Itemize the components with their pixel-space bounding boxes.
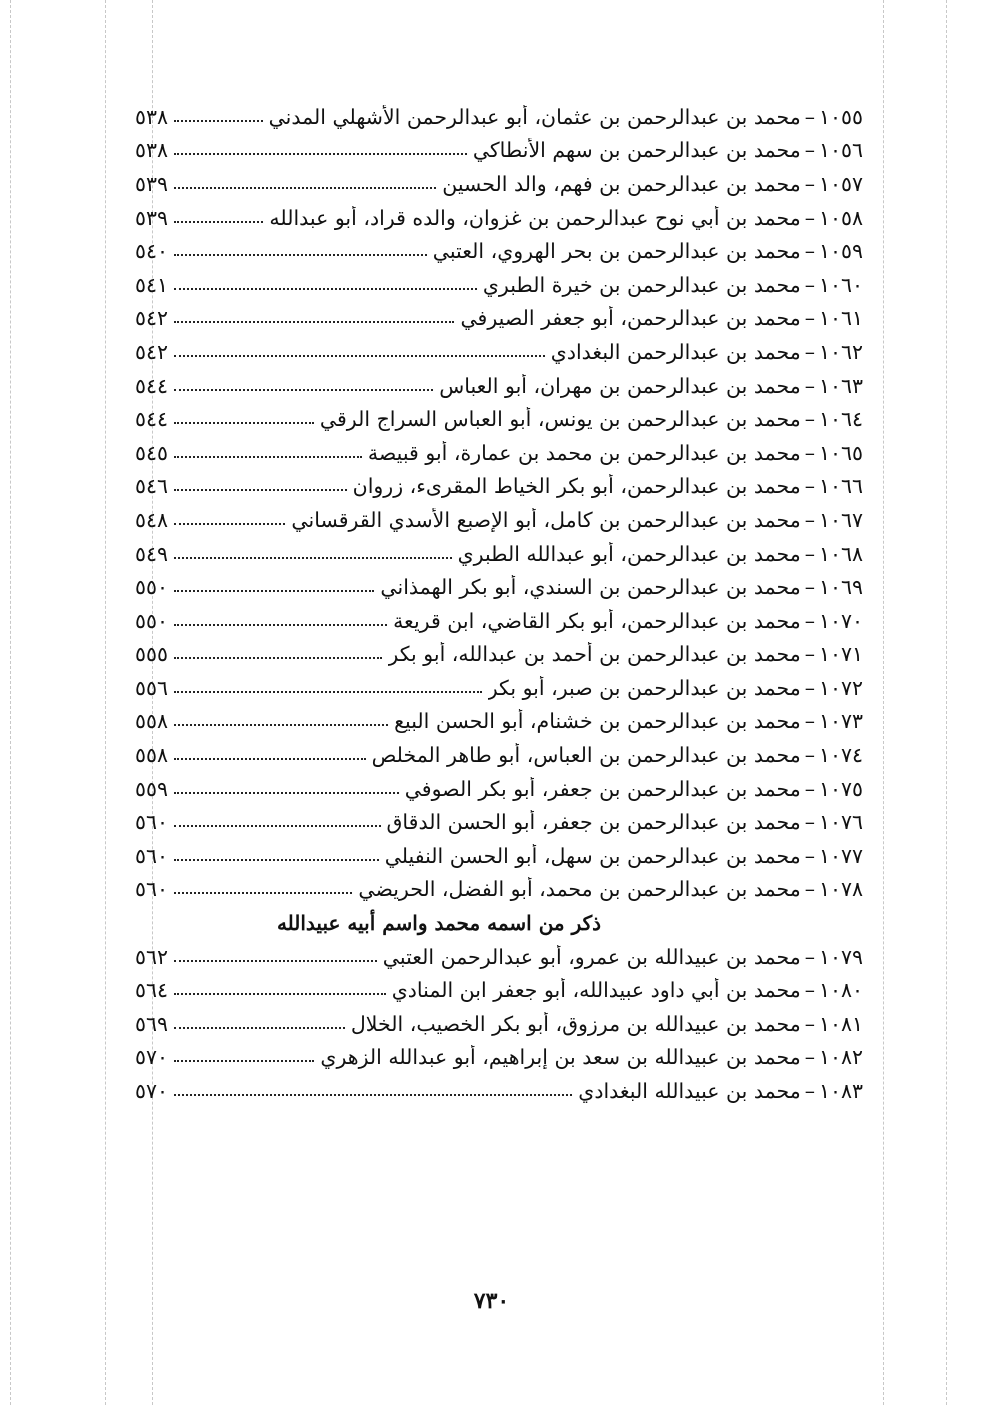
dot-leader	[174, 254, 427, 256]
entry-dash: –	[804, 608, 815, 633]
entry-number: ١٠٧٠	[818, 608, 863, 633]
entry-page-number: ٥٤٥	[135, 440, 169, 465]
entry-name: محمد بن عبدالرحمن بن سهم الأنطاكي	[472, 138, 801, 163]
entry-name: محمد بن عبيدالله بن سعد بن إبراهيم، أبو عبدالله الزهري	[320, 1045, 801, 1070]
entry-page-number: ٥٦٠	[135, 843, 169, 868]
entry-page-number: ٥٧٠	[135, 1045, 169, 1070]
entry-dash: –	[804, 675, 815, 700]
entry-name: محمد بن عبدالرحمن بن جعفر، أبو الحسن الدقاق	[386, 810, 801, 835]
entry-page-number: ٥٣٩	[135, 171, 169, 196]
entry-page-number: ٥٣٨	[135, 104, 169, 129]
dot-leader	[174, 153, 467, 155]
entry-name: محمد بن عبدالرحمن بن أحمد بن عبدالله، أبو بكر	[388, 642, 801, 667]
entry-page-number: ٥٧٠	[135, 1079, 169, 1104]
dot-leader	[174, 724, 388, 726]
entry-dash: –	[804, 507, 815, 532]
entry-page-number: ٥٤٢	[135, 306, 169, 331]
entry-list	[135, 940, 863, 1108]
entry-dash: –	[804, 1045, 815, 1070]
entry-dash: –	[804, 171, 815, 196]
index-entry	[135, 167, 863, 201]
index-entry	[135, 973, 863, 1007]
dot-leader	[174, 1060, 314, 1062]
entry-page-number: ٥٥٥	[135, 642, 169, 667]
index-entry	[135, 100, 863, 134]
entry-name: محمد بن عبدالرحمن بن العباس، أبو طاهر المخلص	[371, 743, 801, 768]
index-entry	[135, 705, 863, 739]
index-entry	[135, 738, 863, 772]
entry-dash: –	[804, 541, 815, 566]
entry-number: ١٠٧١	[818, 642, 863, 667]
index-entry	[135, 1041, 863, 1075]
index-entry	[135, 335, 863, 369]
index-entry	[135, 570, 863, 604]
index-entry	[135, 638, 863, 672]
entry-name: محمد بن عبدالرحمن بن عثمان، أبو عبدالرحمن الأشهلي المدني	[268, 104, 801, 129]
entry-page-number: ٥٥٠	[135, 575, 169, 600]
entry-number: ١٠٦٩	[818, 575, 863, 600]
entry-number: ١٠٦٦	[818, 474, 863, 499]
dot-leader	[174, 624, 387, 626]
scan-edge-line	[10, 0, 11, 1405]
index-entry	[135, 873, 863, 907]
entry-name: محمد بن عبدالرحمن بن جعفر، أبو بكر الصوفي	[404, 776, 801, 801]
entry-page-number: ٥٤٤	[135, 373, 169, 398]
entry-dash: –	[804, 138, 815, 163]
entry-dash: –	[804, 306, 815, 331]
index-page	[135, 100, 863, 1108]
entry-name: محمد بن عبدالرحمن بن صبر، أبو بكر	[487, 675, 801, 700]
entry-number: ١٠٦٣	[818, 373, 863, 398]
entry-page-number: ٥٦٤	[135, 978, 169, 1003]
scan-edge-line	[105, 0, 106, 1405]
dot-leader	[174, 657, 382, 659]
dot-leader	[174, 557, 452, 559]
entry-page-number: ٥٣٨	[135, 138, 169, 163]
entry-page-number: ٥٤٨	[135, 507, 169, 532]
index-entry	[135, 268, 863, 302]
entry-name: محمد بن عبدالرحمن، أبو بكر القاضي، ابن قريعة	[393, 608, 801, 633]
entry-name: محمد بن عبدالرحمن بن سهل، أبو الحسن النفيلي	[384, 843, 801, 868]
entry-number: ١٠٥٦	[818, 138, 863, 163]
entry-name: محمد بن عبدالرحمن بن السندي، أبو بكر الهمذاني	[380, 575, 801, 600]
dot-leader	[174, 523, 285, 525]
entry-name: محمد بن عبدالرحمن بن محمد بن عمارة، أبو قبيصة	[367, 440, 801, 465]
entry-name: محمد بن أبي داود عبيدالله، أبو جعفر ابن المنادي	[391, 978, 801, 1003]
entry-number: ١٠٦١	[818, 306, 863, 331]
dot-leader	[174, 187, 436, 189]
entry-name: محمد بن عبدالرحمن، أبو عبدالله الطبري	[457, 541, 801, 566]
entry-dash: –	[804, 944, 815, 969]
entry-number: ١٠٥٧	[818, 171, 863, 196]
dot-leader	[174, 221, 263, 223]
dot-leader	[174, 456, 362, 458]
dot-leader	[174, 422, 314, 424]
entry-dash: –	[804, 339, 815, 364]
entry-page-number: ٥٦٠	[135, 810, 169, 835]
entry-number: ١٠٥٨	[818, 205, 863, 230]
entry-page-number: ٥٦٢	[135, 944, 169, 969]
index-entry	[135, 839, 863, 873]
dot-leader	[174, 489, 347, 491]
entry-number: ١٠٧٦	[818, 810, 863, 835]
entry-dash: –	[804, 978, 815, 1003]
dot-leader	[174, 288, 477, 290]
entry-name: محمد بن عبدالرحمن بن بحر الهروي، العتبي	[432, 239, 801, 264]
entry-page-number: ٥٥٩	[135, 776, 169, 801]
entry-dash: –	[804, 709, 815, 734]
entry-page-number: ٥٥٠	[135, 608, 169, 633]
entry-number: ١٠٧٤	[818, 743, 863, 768]
dot-leader	[174, 691, 482, 693]
entry-number: ١٠٦٢	[818, 339, 863, 364]
entry-number: ١٠٦٠	[818, 272, 863, 297]
index-entry	[135, 671, 863, 705]
entry-number: ١٠٧٧	[818, 843, 863, 868]
entry-page-number: ٥٤٦	[135, 474, 169, 499]
entry-page-number: ٥٤١	[135, 272, 169, 297]
index-entry	[135, 402, 863, 436]
index-entry	[135, 201, 863, 235]
dot-leader	[174, 859, 379, 861]
entry-number: ١٠٧٢	[818, 675, 863, 700]
entry-name: محمد بن أبي نوح عبدالرحمن بن غزوان، والده قراد، أبو عبدالله	[269, 205, 801, 230]
entry-name: محمد بن عبدالرحمن البغدادي	[550, 339, 801, 364]
entry-page-number: ٥٤٠	[135, 239, 169, 264]
entry-number: ١٠٨٠	[818, 978, 863, 1003]
entry-number: ١٠٥٥	[818, 104, 863, 129]
entry-number: ١٠٦٤	[818, 407, 863, 432]
entry-dash: –	[804, 239, 815, 264]
entry-number: ١٠٧٣	[818, 709, 863, 734]
entry-number: ١٠٥٩	[818, 239, 863, 264]
entry-page-number: ٥٤٤	[135, 407, 169, 432]
entry-name: محمد بن عبدالرحمن بن كامل، أبو الإصبع الأسدي القرقساني	[291, 507, 801, 532]
entry-dash: –	[804, 743, 815, 768]
index-entry	[135, 234, 863, 268]
entry-number: ١٠٧٥	[818, 776, 863, 801]
entry-page-number: ٥٤٩	[135, 541, 169, 566]
entry-dash: –	[804, 474, 815, 499]
entry-dash: –	[804, 272, 815, 297]
entry-dash: –	[804, 843, 815, 868]
dot-leader	[174, 1027, 345, 1029]
entry-page-number: ٥٤٢	[135, 339, 169, 364]
entry-dash: –	[804, 1079, 815, 1104]
entry-number: ١٠٦٨	[818, 541, 863, 566]
dot-leader	[174, 1094, 572, 1096]
scan-edge-line	[946, 0, 947, 1405]
index-entry	[135, 134, 863, 168]
entry-dash: –	[804, 642, 815, 667]
entry-name: محمد بن عبدالرحمن، أبو جعفر الصيرفي	[460, 306, 801, 331]
index-entry	[135, 1074, 863, 1108]
entry-number: ١٠٨٣	[818, 1079, 863, 1104]
entry-name: محمد بن عبدالرحمن، أبو بكر الخياط المقرىء، زروان	[352, 474, 801, 499]
entry-page-number: ٥٦٠	[135, 877, 169, 902]
entry-name: محمد بن عبدالرحمن بن فهم، والد الحسين	[442, 171, 801, 196]
entry-dash: –	[804, 1011, 815, 1036]
entry-name: محمد بن عبدالرحمن بن محمد، أبو الفضل، الحريضي	[358, 877, 801, 902]
entry-number: ١٠٦٧	[818, 507, 863, 532]
scan-edge-line	[883, 0, 884, 1405]
entry-dash: –	[804, 810, 815, 835]
dot-leader	[174, 321, 454, 323]
page-number: ٧٣٠	[473, 1288, 510, 1314]
entry-dash: –	[804, 575, 815, 600]
dot-leader	[174, 355, 545, 357]
index-entry	[135, 302, 863, 336]
entry-number: ١٠٧٨	[818, 877, 863, 902]
index-entry	[135, 604, 863, 638]
dot-leader	[174, 389, 433, 391]
index-entry	[135, 537, 863, 571]
dot-leader	[174, 792, 399, 794]
index-entry	[135, 772, 863, 806]
entry-page-number: ٥٥٨	[135, 709, 169, 734]
entry-dash: –	[804, 440, 815, 465]
dot-leader	[174, 960, 377, 962]
entry-dash: –	[804, 104, 815, 129]
entry-page-number: ٥٥٦	[135, 675, 169, 700]
entry-number: ١٠٧٩	[818, 944, 863, 969]
entry-dash: –	[804, 205, 815, 230]
entry-name: محمد بن عبدالرحمن بن يونس، أبو العباس السراج الرقي	[319, 407, 801, 432]
entry-number: ١٠٨٢	[818, 1045, 863, 1070]
entry-list	[135, 100, 863, 906]
entry-dash: –	[804, 407, 815, 432]
section-heading: ذكر من اسمه محمد واسم أبيه عبيدالله	[276, 911, 602, 936]
entry-number: ١٠٦٥	[818, 440, 863, 465]
entry-dash: –	[804, 877, 815, 902]
entry-number: ١٠٨١	[818, 1011, 863, 1036]
entry-name: محمد بن عبيدالله البغدادي	[578, 1079, 801, 1104]
entry-name: محمد بن عبيدالله بن مرزوق، أبو بكر الخصيب، الخلال	[350, 1011, 801, 1036]
entry-name: محمد بن عبدالرحمن بن خيرة الطبري	[482, 272, 801, 297]
index-entry	[135, 436, 863, 470]
entry-name: محمد بن عبيدالله بن عمرو، أبو عبدالرحمن العتبي	[382, 944, 801, 969]
dot-leader	[174, 993, 386, 995]
entry-name: محمد بن عبدالرحمن بن مهران، أبو العباس	[439, 373, 801, 398]
entry-dash: –	[804, 776, 815, 801]
index-entry	[135, 940, 863, 974]
dot-leader	[174, 590, 374, 592]
dot-leader	[174, 825, 380, 827]
index-entry	[135, 805, 863, 839]
dot-leader	[174, 892, 352, 894]
dot-leader	[174, 120, 263, 122]
dot-leader	[174, 758, 366, 760]
index-entry	[135, 369, 863, 403]
index-entry	[135, 503, 863, 537]
entry-page-number: ٥٥٨	[135, 743, 169, 768]
entry-name: محمد بن عبدالرحمن بن خشنام، أبو الحسن البيع	[394, 709, 801, 734]
index-entry	[135, 1007, 863, 1041]
entry-page-number: ٥٣٩	[135, 205, 169, 230]
entry-page-number: ٥٦٩	[135, 1011, 169, 1036]
entry-dash: –	[804, 373, 815, 398]
index-entry	[135, 470, 863, 504]
